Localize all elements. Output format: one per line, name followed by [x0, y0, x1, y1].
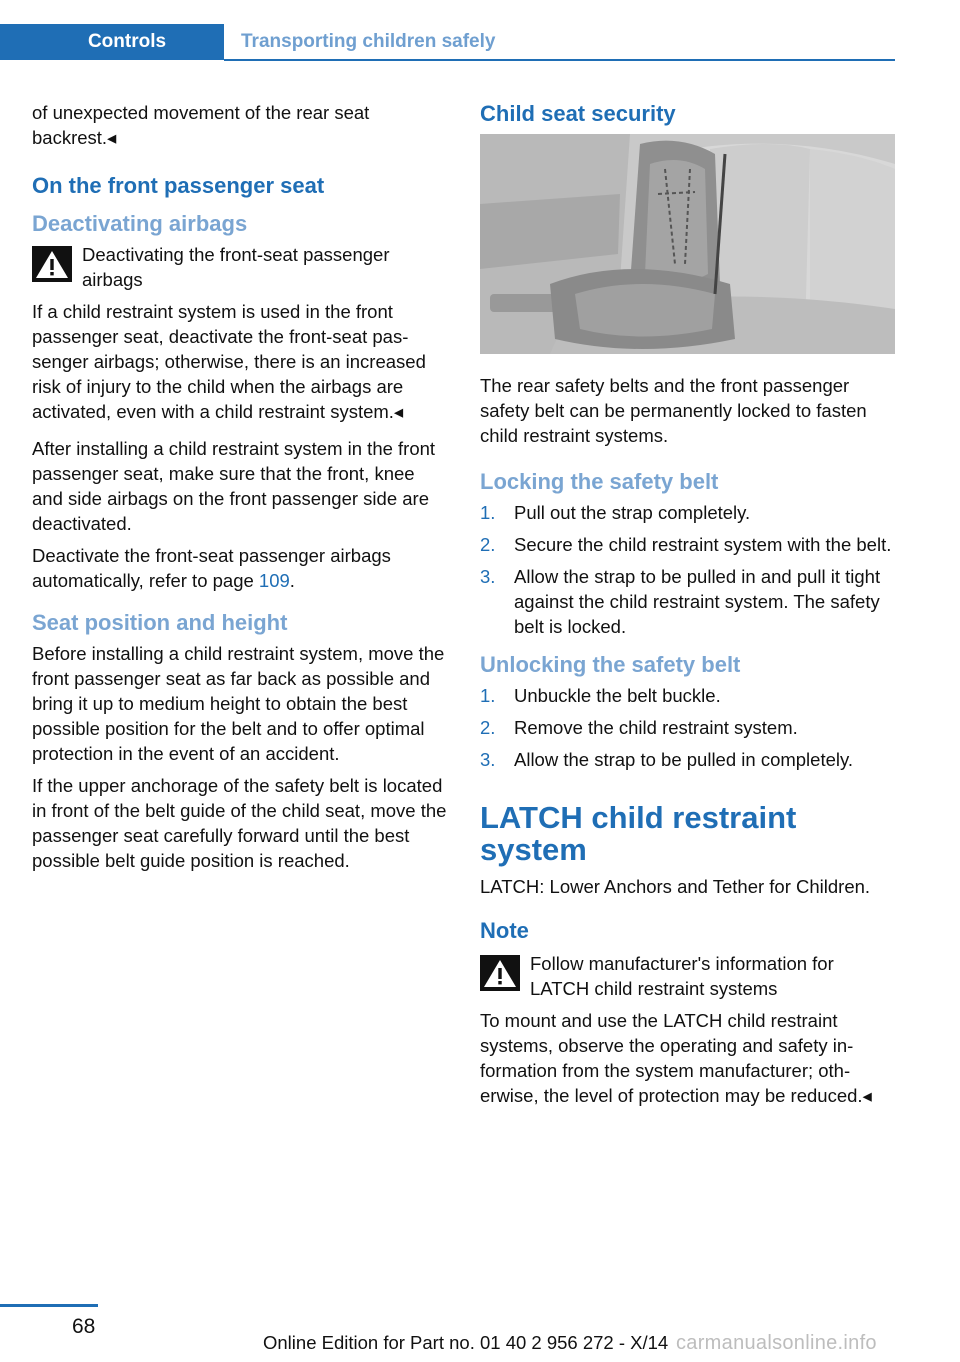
para-deactivate-prefix: Deactivate the front-seat passenger airbags automatically, refer to page [32, 545, 391, 591]
intro-text: of unexpected movement of the rear seat backrest.◂ [32, 102, 370, 148]
edition-text: Online Edition for Part no. 01 40 2 956 272 - X/14 [263, 1332, 669, 1353]
list-item [480, 564, 896, 639]
step-text: Allow the strap to be pulled in and pull it tight against the child restraint system. The safety belt is locked. [514, 566, 881, 637]
para-security: The rear safety belts and the front passenger safety belt can be permanently locked to fasten child restraint systems. [480, 375, 867, 446]
list-item [480, 747, 896, 772]
heading-unlocking: Unlocking the safety belt [480, 652, 741, 677]
list-item [480, 683, 896, 708]
step-text: Secure the child restraint system with the belt. [514, 534, 892, 555]
step-number: 3. [480, 749, 496, 770]
locking-steps [480, 500, 896, 639]
header-rule [224, 59, 895, 61]
child-seat-illustration [480, 134, 895, 354]
page-header [0, 24, 895, 62]
step-text: Pull out the strap completely. [514, 502, 751, 523]
para-deactivate-suffix: . [289, 570, 295, 591]
para-after-install: After installing a child restraint system in the front passenger seat, make sure that the front, knee and side airbags on the front passenger side are deactivated. [32, 438, 436, 534]
step-number: 3. [480, 566, 496, 587]
section-tab: Controls [0, 24, 224, 60]
list-item [480, 715, 896, 740]
chapter-title: Transporting children safely [241, 31, 496, 52]
heading-seat-position: Seat position and height [32, 610, 288, 635]
unlocking-steps [480, 683, 896, 772]
page-link-109[interactable]: 109 [258, 570, 290, 591]
page-number: 68 [72, 1315, 96, 1338]
right-column [480, 100, 896, 1115]
heading-locking: Locking the safety belt [480, 469, 719, 494]
warning-icon [32, 246, 72, 282]
warning-title-airbags: Deactivating the front-seat passenger airbags [82, 244, 390, 290]
heading-deactivating-airbags: Deactivating airbags [32, 211, 248, 236]
footer-rule [0, 1304, 98, 1307]
heading-child-seat-security: Child seat security [480, 101, 676, 126]
warning-body-latch: To mount and use the LATCH child restraint systems, observe the operating and safety information from the system manufacturer; otherwise, the level of protection may be reduced.◂ [480, 1010, 872, 1106]
step-text: Unbuckle the belt buckle. [514, 685, 721, 706]
left-column [32, 100, 448, 880]
list-item [480, 500, 896, 525]
list-item [480, 532, 896, 557]
heading-latch: LATCH child restraint system [480, 800, 797, 867]
warning-body-airbags: If a child restraint system is used in the front passenger seat, deactivate the front-seat passenger airbags; otherwise, there is an increased risk of injury to the child when the airbags are activated, even with a child restraint system.◂ [32, 301, 426, 422]
heading-note: Note [480, 918, 529, 943]
step-number: 1. [480, 685, 496, 706]
warning-block-latch [480, 951, 896, 1001]
step-number: 2. [480, 534, 496, 555]
heading-front-passenger: On the front passenger seat [32, 173, 325, 198]
warning-icon [480, 955, 520, 991]
step-number: 2. [480, 717, 496, 738]
para-latch: LATCH: Lower Anchors and Tether for Children. [480, 876, 871, 897]
para-seat-position: Before installing a child restraint system, move the front passenger seat as far back as possible and bring it up to medium height to obtain the best possible position for the belt and to offer optimal protection in the event of an accident. [32, 643, 445, 764]
step-number: 1. [480, 502, 496, 523]
warning-block-airbags [32, 242, 448, 292]
watermark: carmanualsonline.info [676, 1332, 877, 1354]
warning-title-latch: Follow manufacturer's information for LATCH child restraint systems [530, 953, 834, 999]
para-deactivate-auto [32, 543, 448, 593]
para-upper-anchorage: If the upper anchorage of the safety belt is located in front of the belt guide of the child seat, move the passenger seat carefully forward until the best possible belt guide position is reached. [32, 775, 447, 871]
step-text: Allow the strap to be pulled in completely. [514, 749, 854, 770]
step-text: Remove the child restraint system. [514, 717, 798, 738]
